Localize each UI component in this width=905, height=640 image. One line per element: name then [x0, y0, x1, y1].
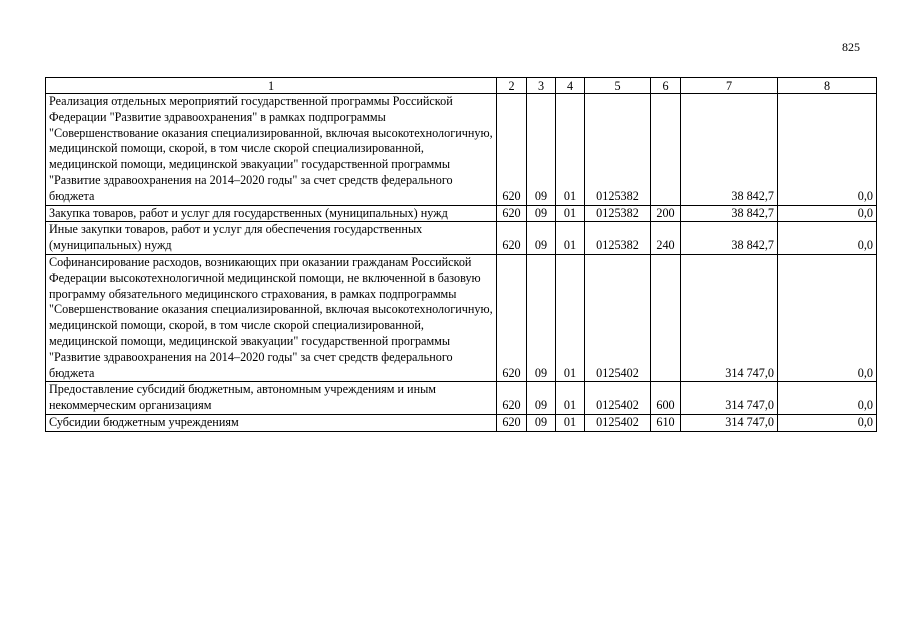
cell-target-item: 0125382 [585, 205, 651, 222]
cell-amount: 38 842,7 [681, 205, 778, 222]
page-number: 825 [842, 40, 860, 54]
row-description: Предоставление субсидий бюджетным, автономным учреждениям и иным некоммерческим организациям [46, 382, 497, 415]
cell-subsection: 01 [556, 414, 585, 431]
cell-section: 09 [527, 414, 556, 431]
cell-target-item: 0125402 [585, 382, 651, 415]
cell-target-item: 0125382 [585, 94, 651, 206]
cell-amount: 314 747,0 [681, 382, 778, 415]
cell-amount-2: 0,0 [778, 254, 877, 381]
budget-table [45, 77, 877, 432]
table-row [46, 414, 877, 431]
table-row [46, 254, 877, 381]
table-row [46, 94, 877, 206]
row-description: Субсидии бюджетным учреждениям [46, 414, 497, 431]
cell-ministry: 620 [497, 254, 527, 381]
cell-expense-type: 200 [651, 205, 681, 222]
cell-amount-2: 0,0 [778, 414, 877, 431]
cell-expense-type [651, 94, 681, 206]
cell-section: 09 [527, 94, 556, 206]
column-header-4: 4 [556, 78, 585, 94]
cell-amount: 314 747,0 [681, 254, 778, 381]
cell-section: 09 [527, 222, 556, 255]
cell-subsection: 01 [556, 222, 585, 255]
cell-target-item: 0125402 [585, 414, 651, 431]
cell-ministry: 620 [497, 205, 527, 222]
cell-ministry: 620 [497, 222, 527, 255]
cell-expense-type [651, 254, 681, 381]
column-header-2: 2 [497, 78, 527, 94]
cell-amount-2: 0,0 [778, 222, 877, 255]
row-description: Реализация отдельных мероприятий государственной программы Российской Федерации "Развитие здравоохранения" в рамках подпрограммы "Совершенствование оказания специализированной, включая высокотехнологичную, медицинской помощи, скорой, в том числе скорой специализированной, медицинской помощи, медицинской эвакуации" государственной программы "Развитие здравоохранения на 2014–2020 годы" за счет средств федерального бюджета [46, 94, 497, 206]
row-description: Закупка товаров, работ и услуг для государственных (муниципальных) нужд [46, 205, 497, 222]
cell-amount-2: 0,0 [778, 205, 877, 222]
cell-amount-2: 0,0 [778, 382, 877, 415]
cell-section: 09 [527, 254, 556, 381]
cell-target-item: 0125382 [585, 222, 651, 255]
column-header-7: 7 [681, 78, 778, 94]
cell-subsection: 01 [556, 254, 585, 381]
column-header-1: 1 [46, 78, 497, 94]
cell-ministry: 620 [497, 414, 527, 431]
row-description: Софинансирование расходов, возникающих при оказании гражданам Российской Федерации высокотехнологичной медицинской помощи, не включенной в базовую программу обязательного медицинского страхования, в рамках подпрограммы "Совершенствование оказания специализированной, включая высокотехнологичную, медицинской помощи, скорой, в том числе скорой специализированной, медицинской помощи, медицинской эвакуации" государственной программы "Развитие здравоохранения на 2014–2020 годы" за счет средств федерального бюджета [46, 254, 497, 381]
cell-section: 09 [527, 205, 556, 222]
cell-amount-2: 0,0 [778, 94, 877, 206]
cell-amount: 38 842,7 [681, 94, 778, 206]
cell-ministry: 620 [497, 382, 527, 415]
table-row [46, 222, 877, 255]
cell-expense-type: 610 [651, 414, 681, 431]
column-header-6: 6 [651, 78, 681, 94]
cell-subsection: 01 [556, 94, 585, 206]
cell-expense-type: 600 [651, 382, 681, 415]
cell-ministry: 620 [497, 94, 527, 206]
cell-subsection: 01 [556, 382, 585, 415]
column-header-3: 3 [527, 78, 556, 94]
table-header-row [46, 78, 877, 94]
table-row [46, 382, 877, 415]
cell-amount: 314 747,0 [681, 414, 778, 431]
cell-target-item: 0125402 [585, 254, 651, 381]
cell-amount: 38 842,7 [681, 222, 778, 255]
column-header-8: 8 [778, 78, 877, 94]
row-description: Иные закупки товаров, работ и услуг для обеспечения государственных (муниципальных) нужд [46, 222, 497, 255]
cell-section: 09 [527, 382, 556, 415]
column-header-5: 5 [585, 78, 651, 94]
table-row [46, 205, 877, 222]
cell-expense-type: 240 [651, 222, 681, 255]
cell-subsection: 01 [556, 205, 585, 222]
